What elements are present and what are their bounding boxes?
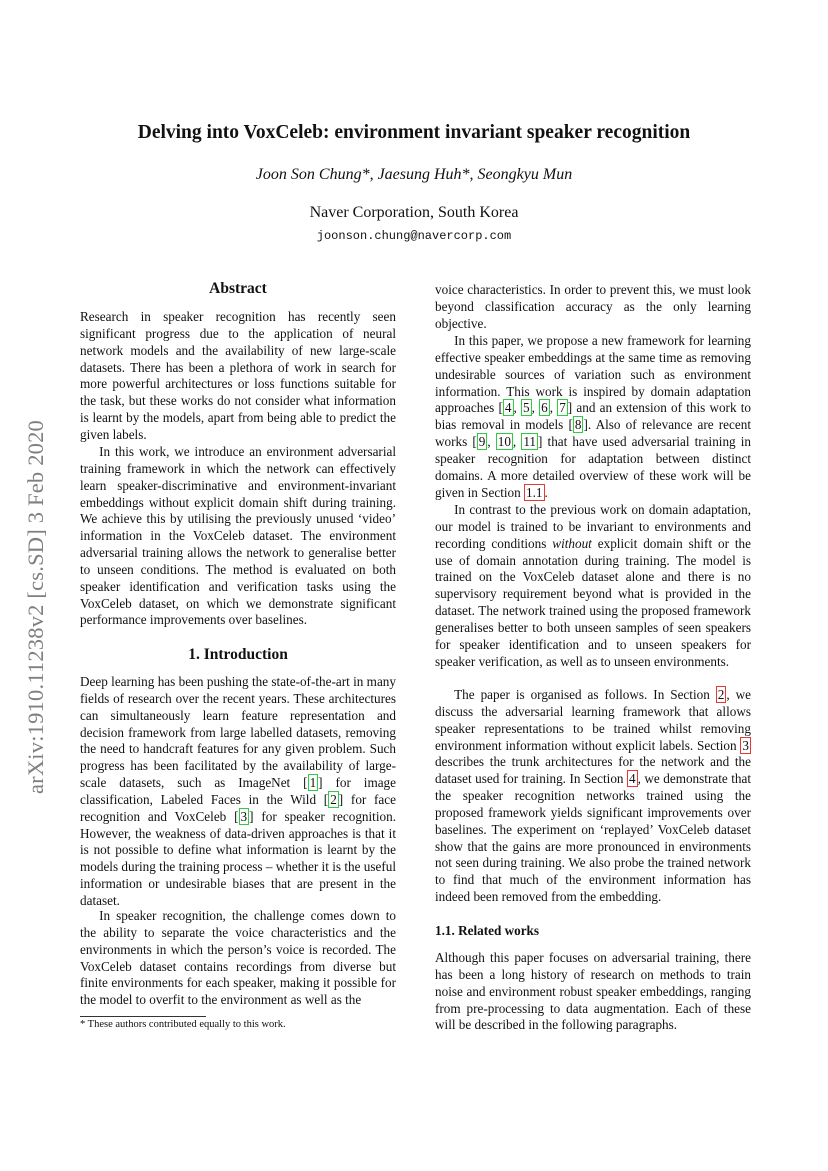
citation-link[interactable]: 3: [240, 808, 248, 824]
section-link[interactable]: 1.1: [526, 484, 543, 500]
abstract-heading: Abstract: [209, 280, 267, 297]
intro-paragraph-2: In speaker recognition, the challenge comes down to the ability to separate the voice characteristics and the environments in which the person’s voice is recorded. The VoxCeleb dataset contains recordings from diverse but finite environments for each speaker, making it possible for the model to overfit to the environment as well as the: [80, 908, 396, 1008]
section-link[interactable]: 3: [742, 737, 749, 753]
affiliation: Naver Corporation, South Korea: [309, 204, 519, 221]
footnote: * These authors contributed equally to this work.: [80, 1019, 286, 1030]
paper-title: Delving into VoxCeleb: environment invariant speaker recognition: [137, 122, 691, 143]
citation-link[interactable]: 10: [497, 434, 511, 450]
citation-link[interactable]: 4: [504, 400, 512, 416]
arxiv-stamp-text: arXiv:1910.11238v2 [cs.SD] 3 Feb 2020: [23, 419, 48, 795]
abstract-paragraph-1: Research in speaker recognition has recently seen significant progress due to the application of neural network models and the availability of new large-scale datasets. There has been a plethora of work in search for more powerful architectures or loss functions suitable for the task, but these works do not consider what information is learnt by the models, apart from being able to predict the given labels.: [80, 309, 396, 442]
right-paragraph-4: The paper is organised as follows. In Section 2 , we discuss the adversarial learning framework that allows speaker representations to be trained whilst removing environment information without explicit labels. Section 3 describes the trunk architectures for the network and the dataset used for training. In Section 4 , we demonstrate that the speaker recognition networks trained using the proposed framework yields significant improvements over baselines. The experiment on ‘replayed’ VoxCeleb dataset show that the gains are more pronounced in environments not seen during training. We also probe the trained network to find that much of the environment information has indeed been removed from the embedding.: [435, 687, 751, 905]
citation-link[interactable]: 6: [541, 400, 548, 416]
citation-link[interactable]: 7: [559, 400, 566, 416]
section-link[interactable]: 2: [717, 687, 725, 702]
right-paragraph-5: Although this paper focuses on adversarial training, there has been a long history of research on methods to train noise and environment robust speaker embeddings, ranging from pre-processing to data augmentation. Each of these will be described in the following paragraphs.: [435, 950, 751, 1033]
section-link[interactable]: 4: [629, 771, 636, 787]
right-paragraph-1: voice characteristics. In order to prevent this, we must look beyond classification accuracy as the only learning objective.: [435, 282, 751, 331]
author-list: Joon Son Chung*, Jaesung Huh*, Seongkyu Mun: [255, 166, 573, 183]
abstract-paragraph-2: In this work, we introduce an environment adversarial training framework in which the network can effectively learn speaker-discriminative and environment-invariant embeddings without explicit domain shift during training. We achieve this by utilising the previously unused ‘video’ information in the VoxCeleb dataset. The environment adversarial training allows the network to generalise better to unseen conditions. The method is evaluated on both speaker identification and verification tasks using the VoxCeleb dataset, on which we demonstrate significant performance improvements over baselines.: [80, 444, 396, 628]
citation-link[interactable]: 5: [523, 400, 530, 416]
citation-link[interactable]: 1: [309, 775, 317, 791]
citation-link[interactable]: 8: [574, 417, 582, 433]
introduction-heading: 1. Introduction: [188, 646, 288, 663]
right-paragraph-2: In this paper, we propose a new framework for learning effective speaker embeddings at the same time as removing undesirable sources of variation such as environment information. This work is inspired by domain adaptation approaches [ 4 , 5 , 6 , 7 ] and an extension of this work to bias removal in models [ 8 ]. Also of relevance are recent works [ 9 , 10 , 11 ] that have used adversarial training in speaker recognition for adaptation between distinct domains. A more detailed overview of these work will be given in Section 1.1 .: [435, 333, 752, 500]
intro-paragraph-1: Deep learning has been pushing the state-of-the-art in many fields of research over the recent years. These architectures can simultaneously learn feature representation and decision framework from large labelled datasets, removing the need to handcraft features for any given problem. Such progress has been facilitated by the availability of large-scale datasets, such as ImageNet [ 1 ] for image classification, Labeled Faces in the Wild [ 2 ] for face recognition and VoxCeleb [ 3 ] for speaker recognition. However, the weakness of data-driven approaches is that it is not possible to define what information is learnt by the models during the training process – whether it is the useful information or undesirable biases that are present in the dataset.: [80, 674, 397, 908]
footnote-rule: [80, 1016, 206, 1017]
citation-link[interactable]: 9: [478, 434, 486, 450]
right-paragraph-3: In contrast to the previous work on domain adaptation, our model is trained to be invariant to environments and recording conditions without explicit domain shift or the use of domain annotation during training. The model is trained on the VoxCeleb dataset alone and there is no supervisory requirement beyond what is provided in the dataset. The network trained using the proposed framework generalises better to both unseen samples of seen speakers for speaker identification and to unseen speakers for speaker verification, as well as to unseen environments.: [435, 502, 751, 669]
arxiv-stamp: [12, 370, 60, 845]
contact-email[interactable]: joonson.chung@navercorp.com: [316, 229, 512, 243]
related-works-heading: 1.1. Related works: [435, 923, 540, 938]
citation-link[interactable]: 2: [330, 791, 337, 807]
citation-link[interactable]: 11: [523, 434, 537, 450]
